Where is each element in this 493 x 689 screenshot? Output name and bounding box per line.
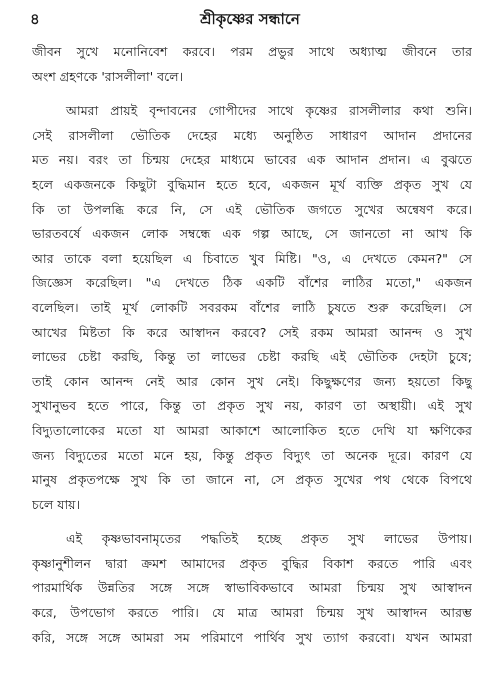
page-header: [30, 8, 470, 32]
text-line: আর তাকে বলা হয়েছিল এ চিবাতে খুব মিষ্টি। "ও, এ দেখতে কেমন?" সে: [32, 250, 472, 266]
text-line: ভারতবর্ষে একজন লোক সম্বন্ধে এক গল্প আছে, সে জানতো না আখ কি: [32, 226, 472, 242]
text-line: সুখানুভব হতে পারে, কিন্তু তা প্রকৃত সুখ নয়, কারণ তা অস্থায়ী। এই সুখ: [32, 398, 472, 414]
text-line: এই কৃষ্ণভাবনামৃতের পদ্ধতিই হচ্ছে প্রকৃত সুখ লাভের উপায়।: [66, 531, 472, 547]
text-line: হলে একজনকে কিছুটা বুদ্ধিমান হতে হবে, একজন মূর্খ ব্যক্তি প্রকৃত সুখ যে: [32, 176, 472, 192]
text-line: জন্য বিদ্যুতের মতো মনে হয়, কিন্তু প্রকৃত বিদ্যুৎ তা অনেক দূরে। কারণ যে: [32, 447, 472, 463]
text-line: পারমার্থিক উন্নতির সঙ্গে সঙ্গে স্বাভাবিকভাবে আমরা চিন্ময় সুখ আস্বাদন: [32, 580, 472, 596]
text-line: অংশ গ্রহণকে 'রাসলীলা' বলে।: [32, 68, 184, 84]
text-line: আমরা প্রায়ই বৃন্দাবনের গোপীদের সাথে কৃষ্ণের রাসলীলার কথা শুনি।: [66, 103, 472, 119]
text-line: করি, সঙ্গে সঙ্গে আমরা সম পরিমাণে পার্থিব সুখ ত্যাগ করবো। যখন আমরা: [32, 629, 472, 645]
text-line: তাই কোন আনন্দ নেই আর কোন সুখ নেই। কিছুক্ষণের জন্য হয়তো কিছু: [32, 373, 472, 389]
text-line: জিজ্ঞেস করেছিল। "এ দেখতে ঠিক একটি বাঁশের লাঠির মতো," একজন: [32, 275, 472, 291]
text-line: মানুষ প্রকৃতপক্ষে সুখ কি তা জানে না, সে প্রকৃত সুখের পথ থেকে বিপথে: [32, 472, 472, 488]
text-line: বিদ্যুতালোকের মতো যা আমরা আকাশে আলোকিত হতে দেখি যা ক্ষণিকের: [32, 422, 472, 438]
text-line: আখের মিষ্টতা কি করে আস্বাদন করবে? সেই রকম আমরা আনন্দ ও সুখ: [32, 324, 472, 340]
text-line: চলে যায়।: [32, 496, 81, 512]
paragraph-1: [32, 40, 472, 89]
text-line: করে, উপভোগ করতে পারি। যে মাত্র আমরা চিন্ময় সুখ আস্বাদন আরম্ভ: [32, 605, 472, 621]
body-text: [32, 40, 472, 650]
text-line: লাভের চেষ্টা করছি, কিন্তু তা লাভের চেষ্টা করছি এই ভৌতিক দেহটা চুষে;: [32, 349, 472, 365]
text-line: সেই রাসলীলা ভৌতিক দেহের মধ্যে অনুষ্ঠিত সাধারণ আদান প্রদানের: [32, 127, 472, 143]
paragraph-3: [32, 527, 472, 650]
page-number: ৪: [30, 10, 40, 28]
text-line: মত নয়। বরং তা চিন্ময় দেহের মাধ্যমে ভাবের এক আদান প্রদান। এ বুঝতে: [32, 152, 472, 168]
text-line: কি তা উপলব্ধি করে নি, সে এই ভৌতিক জগতে সুখের অন্বেষণ করে।: [32, 201, 472, 217]
text-line: বলেছিল। তাই মূর্খ লোকটি সবরকম বাঁশের লাঠি চুষতে শুরু করেছিল। সে: [32, 299, 472, 315]
running-title: শ্রীকৃষ্ণের সন্ধানে: [200, 10, 300, 28]
text-line: জীবন সুখে মনোনিবেশ করবে। পরম প্রভুর সাথে অধ্যাত্ম জীবনে তার: [32, 44, 472, 59]
paragraph-2: [32, 99, 472, 517]
text-line: কৃষ্ণানুশীলন দ্বারা ক্রমশ আমাদের প্রকৃত বুদ্ধির বিকাশ করতে পারি এবং: [32, 555, 472, 571]
